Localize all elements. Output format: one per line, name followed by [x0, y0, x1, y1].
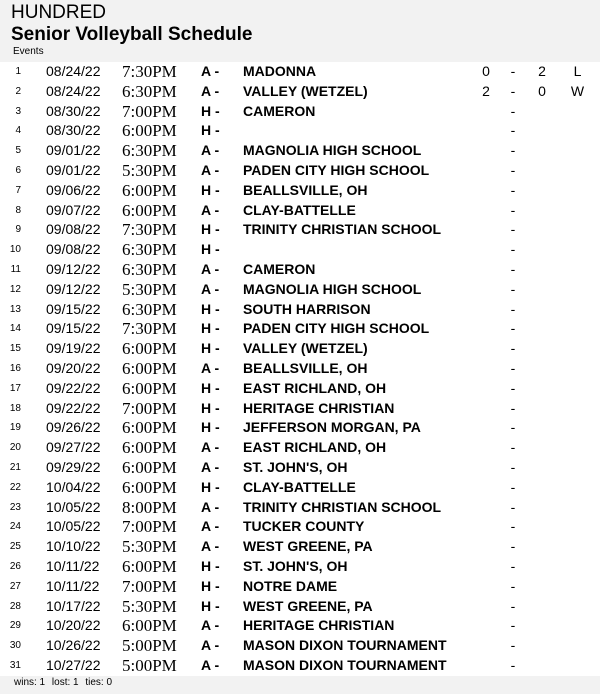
table-row [0, 240, 600, 260]
game-time: 6:00PM [122, 438, 177, 458]
table-row [0, 399, 600, 419]
score-separator: - [510, 439, 516, 456]
table-row [0, 62, 600, 82]
home-away: H - [201, 340, 220, 357]
schedule-title: Senior Volleyball Schedule [11, 24, 253, 45]
score-separator: - [510, 102, 516, 119]
game-number: 21 [9, 461, 21, 473]
game-number: 26 [9, 560, 21, 572]
home-away: H - [201, 181, 220, 198]
game-date: 09/22/22 [46, 399, 101, 416]
home-away: A - [201, 617, 220, 634]
game-number: 25 [9, 541, 21, 553]
home-away: H - [201, 300, 220, 317]
game-number: 20 [9, 442, 21, 454]
game-time: 6:30PM [122, 141, 177, 161]
game-date: 09/15/22 [46, 320, 101, 337]
score-separator: - [510, 82, 516, 99]
game-date: 09/27/22 [46, 439, 101, 456]
game-number: 24 [9, 521, 21, 533]
game-date: 09/20/22 [46, 359, 101, 376]
table-row [0, 478, 600, 498]
opponent-name: WEST GREENE, PA [243, 538, 373, 555]
ties-count: ties: 0 [85, 677, 113, 688]
game-number: 28 [9, 600, 21, 612]
game-result: W [570, 82, 585, 99]
score-separator: - [510, 458, 516, 475]
game-time: 5:30PM [122, 596, 177, 616]
score-separator: - [510, 557, 516, 574]
home-away: H - [201, 241, 220, 258]
opponent-name: VALLEY (WETZEL) [243, 340, 368, 357]
opponent-name: CAMERON [243, 260, 316, 277]
home-away: A - [201, 518, 220, 535]
opponent-name: SOUTH HARRISON [243, 300, 371, 317]
table-row [0, 438, 600, 458]
opponent-name: EAST RICHLAND, OH [243, 379, 387, 396]
score-for: 0 [482, 63, 490, 79]
table-row [0, 280, 600, 300]
game-time: 6:00PM [122, 339, 177, 359]
home-away: H - [201, 557, 220, 574]
game-number: 6 [15, 164, 21, 176]
home-away: A - [201, 260, 220, 277]
game-date: 09/01/22 [46, 142, 101, 159]
schedule-header [0, 0, 600, 62]
opponent-name: TRINITY CHRISTIAN SCHOOL [243, 221, 442, 238]
game-date: 10/17/22 [46, 597, 101, 614]
losses-count: lost: 1 [51, 677, 79, 688]
game-date: 10/04/22 [46, 478, 101, 495]
home-away: A - [201, 538, 220, 555]
game-number: 7 [15, 184, 21, 196]
home-away: A - [201, 439, 220, 456]
game-number: 11 [10, 263, 21, 275]
game-number: 3 [15, 105, 21, 117]
opponent-name: HERITAGE CHRISTIAN [243, 617, 395, 634]
home-away: A - [201, 201, 220, 218]
game-number: 8 [15, 204, 21, 216]
table-row [0, 418, 600, 438]
table-row [0, 260, 600, 280]
score-separator: - [510, 498, 516, 515]
score-separator: - [510, 201, 516, 218]
game-time: 6:30PM [122, 299, 177, 319]
game-date: 09/08/22 [46, 221, 101, 238]
score-separator: - [510, 161, 516, 178]
game-date: 09/29/22 [46, 458, 101, 475]
home-away: A - [201, 458, 220, 475]
wins-count: wins: 1 [14, 677, 46, 688]
table-row [0, 537, 600, 557]
game-number: 31 [9, 659, 21, 671]
game-time: 7:30PM [122, 319, 177, 339]
home-away: H - [201, 399, 220, 416]
game-date: 09/07/22 [46, 201, 101, 218]
opponent-name: BEALLSVILLE, OH [243, 359, 368, 376]
game-time: 7:00PM [122, 398, 177, 418]
game-date: 09/08/22 [46, 241, 101, 258]
game-number: 10 [9, 244, 21, 256]
game-date: 10/05/22 [46, 518, 101, 535]
game-date: 10/10/22 [46, 538, 101, 555]
table-row [0, 656, 600, 676]
game-number: 19 [9, 422, 21, 434]
game-date: 09/01/22 [46, 161, 101, 178]
home-away: A - [201, 498, 220, 515]
game-time: 6:00PM [122, 616, 177, 636]
opponent-name: MASON DIXON TOURNAMENT [243, 656, 447, 673]
score-against: 2 [538, 63, 546, 79]
game-time: 7:00PM [122, 101, 177, 121]
game-date: 08/30/22 [46, 122, 101, 139]
score-separator: - [510, 340, 516, 357]
home-away: H - [201, 102, 220, 119]
score-separator: - [510, 597, 516, 614]
game-date: 08/24/22 [46, 63, 101, 79]
opponent-name: HERITAGE CHRISTIAN [243, 399, 395, 416]
table-row [0, 181, 600, 201]
table-row [0, 597, 600, 617]
score-separator: - [510, 617, 516, 634]
score-separator: - [510, 63, 516, 79]
game-time: 8:00PM [122, 497, 177, 517]
game-time: 7:00PM [122, 517, 177, 537]
score-separator: - [510, 637, 516, 654]
game-date: 10/11/22 [46, 557, 100, 574]
score-separator: - [510, 399, 516, 416]
table-row [0, 319, 600, 339]
score-separator: - [510, 656, 516, 673]
opponent-name: CLAY-BATTELLE [243, 201, 356, 218]
home-away: H - [201, 478, 220, 495]
game-number: 18 [9, 402, 21, 414]
game-result: L [573, 63, 582, 79]
score-separator: - [510, 221, 516, 238]
game-date: 09/12/22 [46, 260, 101, 277]
home-away: A - [201, 656, 220, 673]
home-away: H - [201, 320, 220, 337]
game-number: 22 [9, 481, 21, 493]
opponent-name: NOTRE DAME [243, 577, 338, 594]
table-row [0, 498, 600, 518]
game-time: 6:00PM [122, 556, 177, 576]
home-away: H - [201, 221, 220, 238]
opponent-name: MADONNA [243, 63, 317, 79]
game-date: 08/30/22 [46, 102, 101, 119]
home-away: A - [201, 359, 220, 376]
game-number: 15 [9, 343, 21, 355]
score-separator: - [510, 142, 516, 159]
game-date: 10/11/22 [46, 577, 100, 594]
home-away: H - [201, 122, 220, 139]
opponent-name: ST. JOHN'S, OH [243, 557, 348, 574]
opponent-name: ST. JOHN'S, OH [243, 458, 348, 475]
game-date: 09/12/22 [46, 280, 101, 297]
schedule-table [0, 62, 600, 676]
game-number: 23 [9, 501, 21, 513]
game-time: 6:00PM [122, 358, 177, 378]
home-away: A - [201, 161, 220, 178]
game-time: 7:00PM [122, 576, 177, 596]
table-row [0, 379, 600, 399]
home-away: A - [201, 63, 220, 79]
table-row [0, 577, 600, 597]
game-time: 5:30PM [122, 537, 177, 557]
game-number: 29 [9, 620, 21, 632]
game-time: 6:00PM [122, 180, 177, 200]
game-number: 16 [9, 362, 21, 374]
game-time: 6:00PM [122, 200, 177, 220]
score-separator: - [510, 122, 516, 139]
table-row [0, 300, 600, 320]
score-separator: - [510, 181, 516, 198]
school-name: HUNDRED [11, 2, 106, 23]
game-number: 14 [9, 323, 21, 335]
table-row [0, 141, 600, 161]
home-away: H - [201, 419, 220, 436]
score-separator: - [510, 359, 516, 376]
opponent-name: VALLEY (WETZEL) [243, 82, 368, 99]
home-away: A - [201, 280, 220, 297]
opponent-name: WEST GREENE, PA [243, 597, 373, 614]
opponent-name: TRINITY CHRISTIAN SCHOOL [243, 498, 442, 515]
opponent-name: TUCKER COUNTY [243, 518, 365, 535]
score-separator: - [510, 300, 516, 317]
home-away: H - [201, 379, 220, 396]
table-row [0, 557, 600, 577]
game-time: 6:00PM [122, 477, 177, 497]
opponent-name: BEALLSVILLE, OH [243, 181, 368, 198]
home-away: A - [201, 142, 220, 159]
game-date: 09/15/22 [46, 300, 101, 317]
game-number: 9 [15, 224, 21, 236]
game-number: 2 [15, 85, 21, 97]
table-row [0, 517, 600, 537]
home-away: H - [201, 577, 220, 594]
score-separator: - [510, 320, 516, 337]
table-row [0, 201, 600, 221]
game-time: 7:30PM [122, 62, 177, 81]
record-summary [0, 676, 600, 694]
game-time: 7:30PM [122, 220, 177, 240]
table-row [0, 102, 600, 122]
table-row [0, 220, 600, 240]
table-row [0, 636, 600, 656]
table-row [0, 82, 600, 102]
game-time: 5:00PM [122, 655, 177, 675]
opponent-name: JEFFERSON MORGAN, PA [243, 419, 421, 436]
opponent-name: CAMERON [243, 102, 316, 119]
game-time: 5:30PM [122, 160, 177, 180]
score-separator: - [510, 577, 516, 594]
game-date: 08/24/22 [46, 82, 101, 99]
game-time: 6:00PM [122, 457, 177, 477]
game-date: 10/26/22 [46, 637, 101, 654]
score-for: 2 [482, 82, 490, 99]
table-row [0, 121, 600, 141]
table-row [0, 161, 600, 181]
table-row [0, 339, 600, 359]
score-separator: - [510, 518, 516, 535]
table-row [0, 616, 600, 636]
game-date: 09/22/22 [46, 379, 101, 396]
game-time: 6:30PM [122, 240, 177, 260]
game-time: 5:30PM [122, 279, 177, 299]
game-time: 6:00PM [122, 378, 177, 398]
table-row [0, 359, 600, 379]
game-time: 6:00PM [122, 418, 177, 438]
home-away: A - [201, 82, 220, 99]
score-separator: - [510, 478, 516, 495]
game-number: 17 [9, 382, 21, 394]
game-date: 10/05/22 [46, 498, 101, 515]
game-number: 5 [15, 145, 21, 157]
score-separator: - [510, 379, 516, 396]
game-number: 12 [9, 283, 21, 295]
home-away: A - [201, 637, 220, 654]
game-date: 09/06/22 [46, 181, 101, 198]
opponent-name: PADEN CITY HIGH SCHOOL [243, 320, 430, 337]
score-separator: - [510, 280, 516, 297]
opponent-name: EAST RICHLAND, OH [243, 439, 387, 456]
home-away: H - [201, 597, 220, 614]
game-date: 09/19/22 [46, 340, 101, 357]
game-date: 10/20/22 [46, 617, 101, 634]
opponent-name: MASON DIXON TOURNAMENT [243, 637, 447, 654]
score-separator: - [510, 538, 516, 555]
game-number: 27 [9, 580, 21, 592]
game-date: 09/26/22 [46, 419, 101, 436]
game-time: 6:00PM [122, 121, 177, 141]
game-number: 4 [15, 125, 21, 137]
events-label: Events [13, 46, 44, 57]
score-separator: - [510, 419, 516, 436]
game-number: 30 [9, 640, 21, 652]
opponent-name: PADEN CITY HIGH SCHOOL [243, 161, 430, 178]
table-row [0, 458, 600, 478]
score-against: 0 [538, 82, 546, 99]
game-number: 1 [15, 66, 21, 77]
game-number: 13 [9, 303, 21, 315]
score-separator: - [510, 260, 516, 277]
opponent-name: MAGNOLIA HIGH SCHOOL [243, 142, 422, 159]
game-date: 10/27/22 [46, 656, 101, 673]
game-time: 6:30PM [122, 259, 177, 279]
game-time: 5:00PM [122, 636, 177, 656]
score-separator: - [510, 241, 516, 258]
opponent-name: CLAY-BATTELLE [243, 478, 356, 495]
opponent-name: MAGNOLIA HIGH SCHOOL [243, 280, 422, 297]
game-time: 6:30PM [122, 81, 177, 101]
